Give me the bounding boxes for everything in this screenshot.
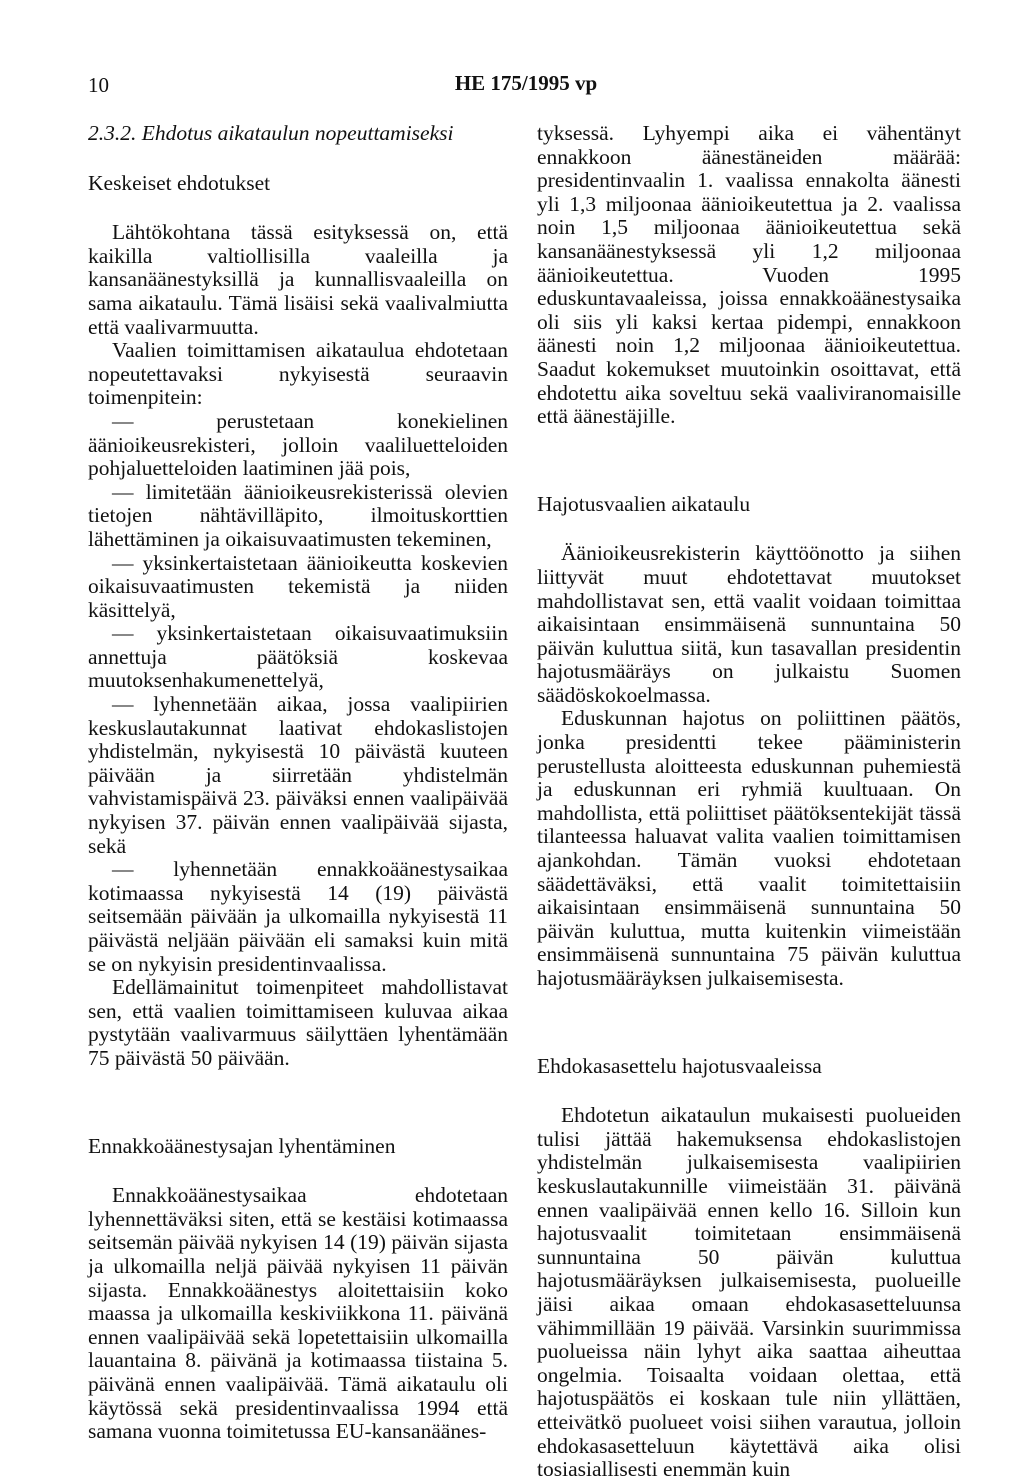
list-item: — yksinkertaistetaan äänioikeutta koskevien oikaisuvaatimusten tekemistä ja niiden käsittelyä, <box>88 550 508 622</box>
section-heading <box>88 122 508 146</box>
page-number: 10 <box>88 73 109 97</box>
subheading-hajotusvaalien-aikataulu: Hajotusvaalien aikataulu <box>537 491 751 516</box>
paragraph: Lähtökohtana tässä esityksessä on, että kaikilla valtiollisilla vaaleilla ja kansanäänestyksillä ja kunnallisvaaleilla on sama aikataulu. Tämä lisäisi sekä vaalivalmiutta että vaalivarmuutta. <box>88 220 508 339</box>
subheading-ennakkoaanestysajan-lyhentaminen: Ennakkoäänestysajan lyhentäminen <box>88 1133 396 1158</box>
paragraph: Edellämainitut toimenpiteet mahdollistavat sen, että vaalien toimittamiseen kuluvaa aikaa pystytään vaalivarmuus säilyttäen lyhentämään 75 päivästä 50 päivään. <box>88 975 508 1070</box>
list-item: — yksinkertaistetaan oikaisuvaatimuksiin annettuja päätöksiä koskevaa muutoksenhakumenettelyä, <box>88 621 508 693</box>
section-number: 2.3.2. <box>88 121 137 145</box>
document-id: HE 175/1995 vp <box>454 71 598 95</box>
list-item: — lyhennetään aikaa, jossa vaalipiirien keskuslautakunnat laativat ehdokaslistojen yhdistelmän, nykyisestä 10 päivästä kuuteen päivään ja siirretään yhdistelmän vahvistamispäivä 23. päiväksi ennen vaalipäivää nykyisen 37. päivän ennen vaalipäivää sijasta, sekä <box>88 692 508 858</box>
paragraph: Ehdotetun aikataulun mukaisesti puolueiden tulisi jättää hakemuksensa ehdokaslistojen yhdistelmän julkaisemisesta vaalipiirien keskuslautakunnille viimeistään 31. päivänä ennen vaalipäivää ennen kello 16. Silloin kun hajotusvaalit toimitetaan ensimmäisenä sunnuntaina 50 päivän kuluttua hajotusmääräyksen julkaisemisesta, puolueille jäisi aikaa omaan ehdokasasetteluunsa vähimmillään 19 päivää. Varsinkin suurimmissa puolueissa näin lyhyt aika saattaa aiheuttaa ongelmia. Toisaalta voidaan olettaa, että hajotuspäätös ei koskaan tule niin yllättäen, etteivätkö puolueet voisi siihen varautua, jolloin ehdokasasetteluun käytettävä aika olisi tosiasiallisesti enemmän kuin <box>537 1103 961 1482</box>
paragraph: Vaalien toimittamisen aikataulua ehdotetaan nopeutettavaksi nykyisestä seuraavin toimenpitein: <box>88 338 508 410</box>
left-column <box>88 122 508 1444</box>
paragraph: Ennakkoäänestysaikaa ehdotetaan lyhennettäväksi siten, että se kestäisi kotimaassa seitsemän päivää nykyisen 14 (19) päivän sijasta ja ulkomailla neljä päivää nykyisen 11 päivän sijasta. Ennakkoäänestys aloitettaisiin koko maassa ja ulkomailla keskiviikkona 11. päivänä ennen vaalipäivää sekä lopetettaisiin ulkomailla lauantaina 8. päivänä ja kotimaassa tiistaina 5. päivänä ennen vaalipäivää. Tämä aikataulu oli käytössä sekä presidentinvaalissa 1994 että samana vuonna toimitetussa EU-kansanäänes- <box>88 1183 508 1444</box>
section-title: Ehdotus aikataulun nopeuttamiseksi <box>141 121 454 145</box>
list-item: — perustetaan konekielinen äänioikeusrekisteri, jolloin vaaliluetteloiden pohjaluetteloiden laatiminen jää pois, <box>88 408 508 481</box>
right-column <box>537 122 961 1482</box>
paragraph: Eduskunnan hajotus on poliittinen päätös, jonka presidentti tekee pääministerin perustellusta aloitteesta eduskunnan puhemiestä ja eduskunnan eri ryhmiä kuultuaan. On mahdollista, että poliittiset päätöksentekijät tässä tilanteessa haluavat valita vaalien toimittamisen ajankohdan. Tämän vuoksi ehdotetaan säädettäväksi, että vaalit toimitettaisiin aikaisintaan ensimmäisenä sunnuntaina 50 päivän kuluttua, mutta kuitenkin viimeistään ensimmäisenä sunnuntaina 75 päivän kuluttua hajotusmääräyksen julkaisemisesta. <box>537 706 961 990</box>
list-item: — limitetään äänioikeusrekisterissä olevien tietojen nähtävilläpito, ilmoituskorttien lähettäminen ja oikaisuvaatimusten tekeminen, <box>88 479 508 551</box>
paragraph: Äänioikeusrekisterin käyttöönotto ja siihen liittyvät muut ehdotettavat muutokset mahdollistavat sen, että vaalit voidaan toimittaa aikaisintaan ensimmäisenä sunnuntaina 50 päivän kuluttua siitä, kun tasavallan presidentin hajotusmääräys on julkaistu Suomen säädöskokoelmassa. <box>537 541 961 707</box>
list-item: — lyhennetään ennakkoäänestysaikaa kotimaassa nykyisestä 14 (19) päivästä seitsemään päivään ja ulkomailla nykyisestä 11 päivästä neljään päivään eli samaksi kuin mitä se on nykyisin presidentinvaalissa. <box>88 857 508 976</box>
subheading-keskeiset-ehdotukset: Keskeiset ehdotukset <box>88 170 271 195</box>
subheading-ehdokasasettelu-hajotusvaaleissa: Ehdokasasettelu hajotusvaaleissa <box>537 1053 822 1078</box>
paragraph: tyksessä. Lyhyempi aika ei vähentänyt ennakkoon äänestäneiden määrää: presidentinvaalin 1. vaalissa ennakolta äänesti yli 1,3 miljoonaa äänioikeutettua ja 2. vaalissa noin 1,5 miljoonaa äänioikeutettua sekä kansanäänestyksessä yli 1,2 miljoonaa äänioikeutettua. Vuoden 1995 eduskuntavaaleissa, joissa ennakkoäänestysaika oli siis yli kaksi kertaa pidempi, ennakkoon äänesti noin 1,2 miljoonaa äänioikeutettua. Saadut kokemukset muutoinkin osoittavat, että ehdotettu aika soveltuu sekä vaaliviranomaisille että äänestäjille. <box>537 121 961 429</box>
